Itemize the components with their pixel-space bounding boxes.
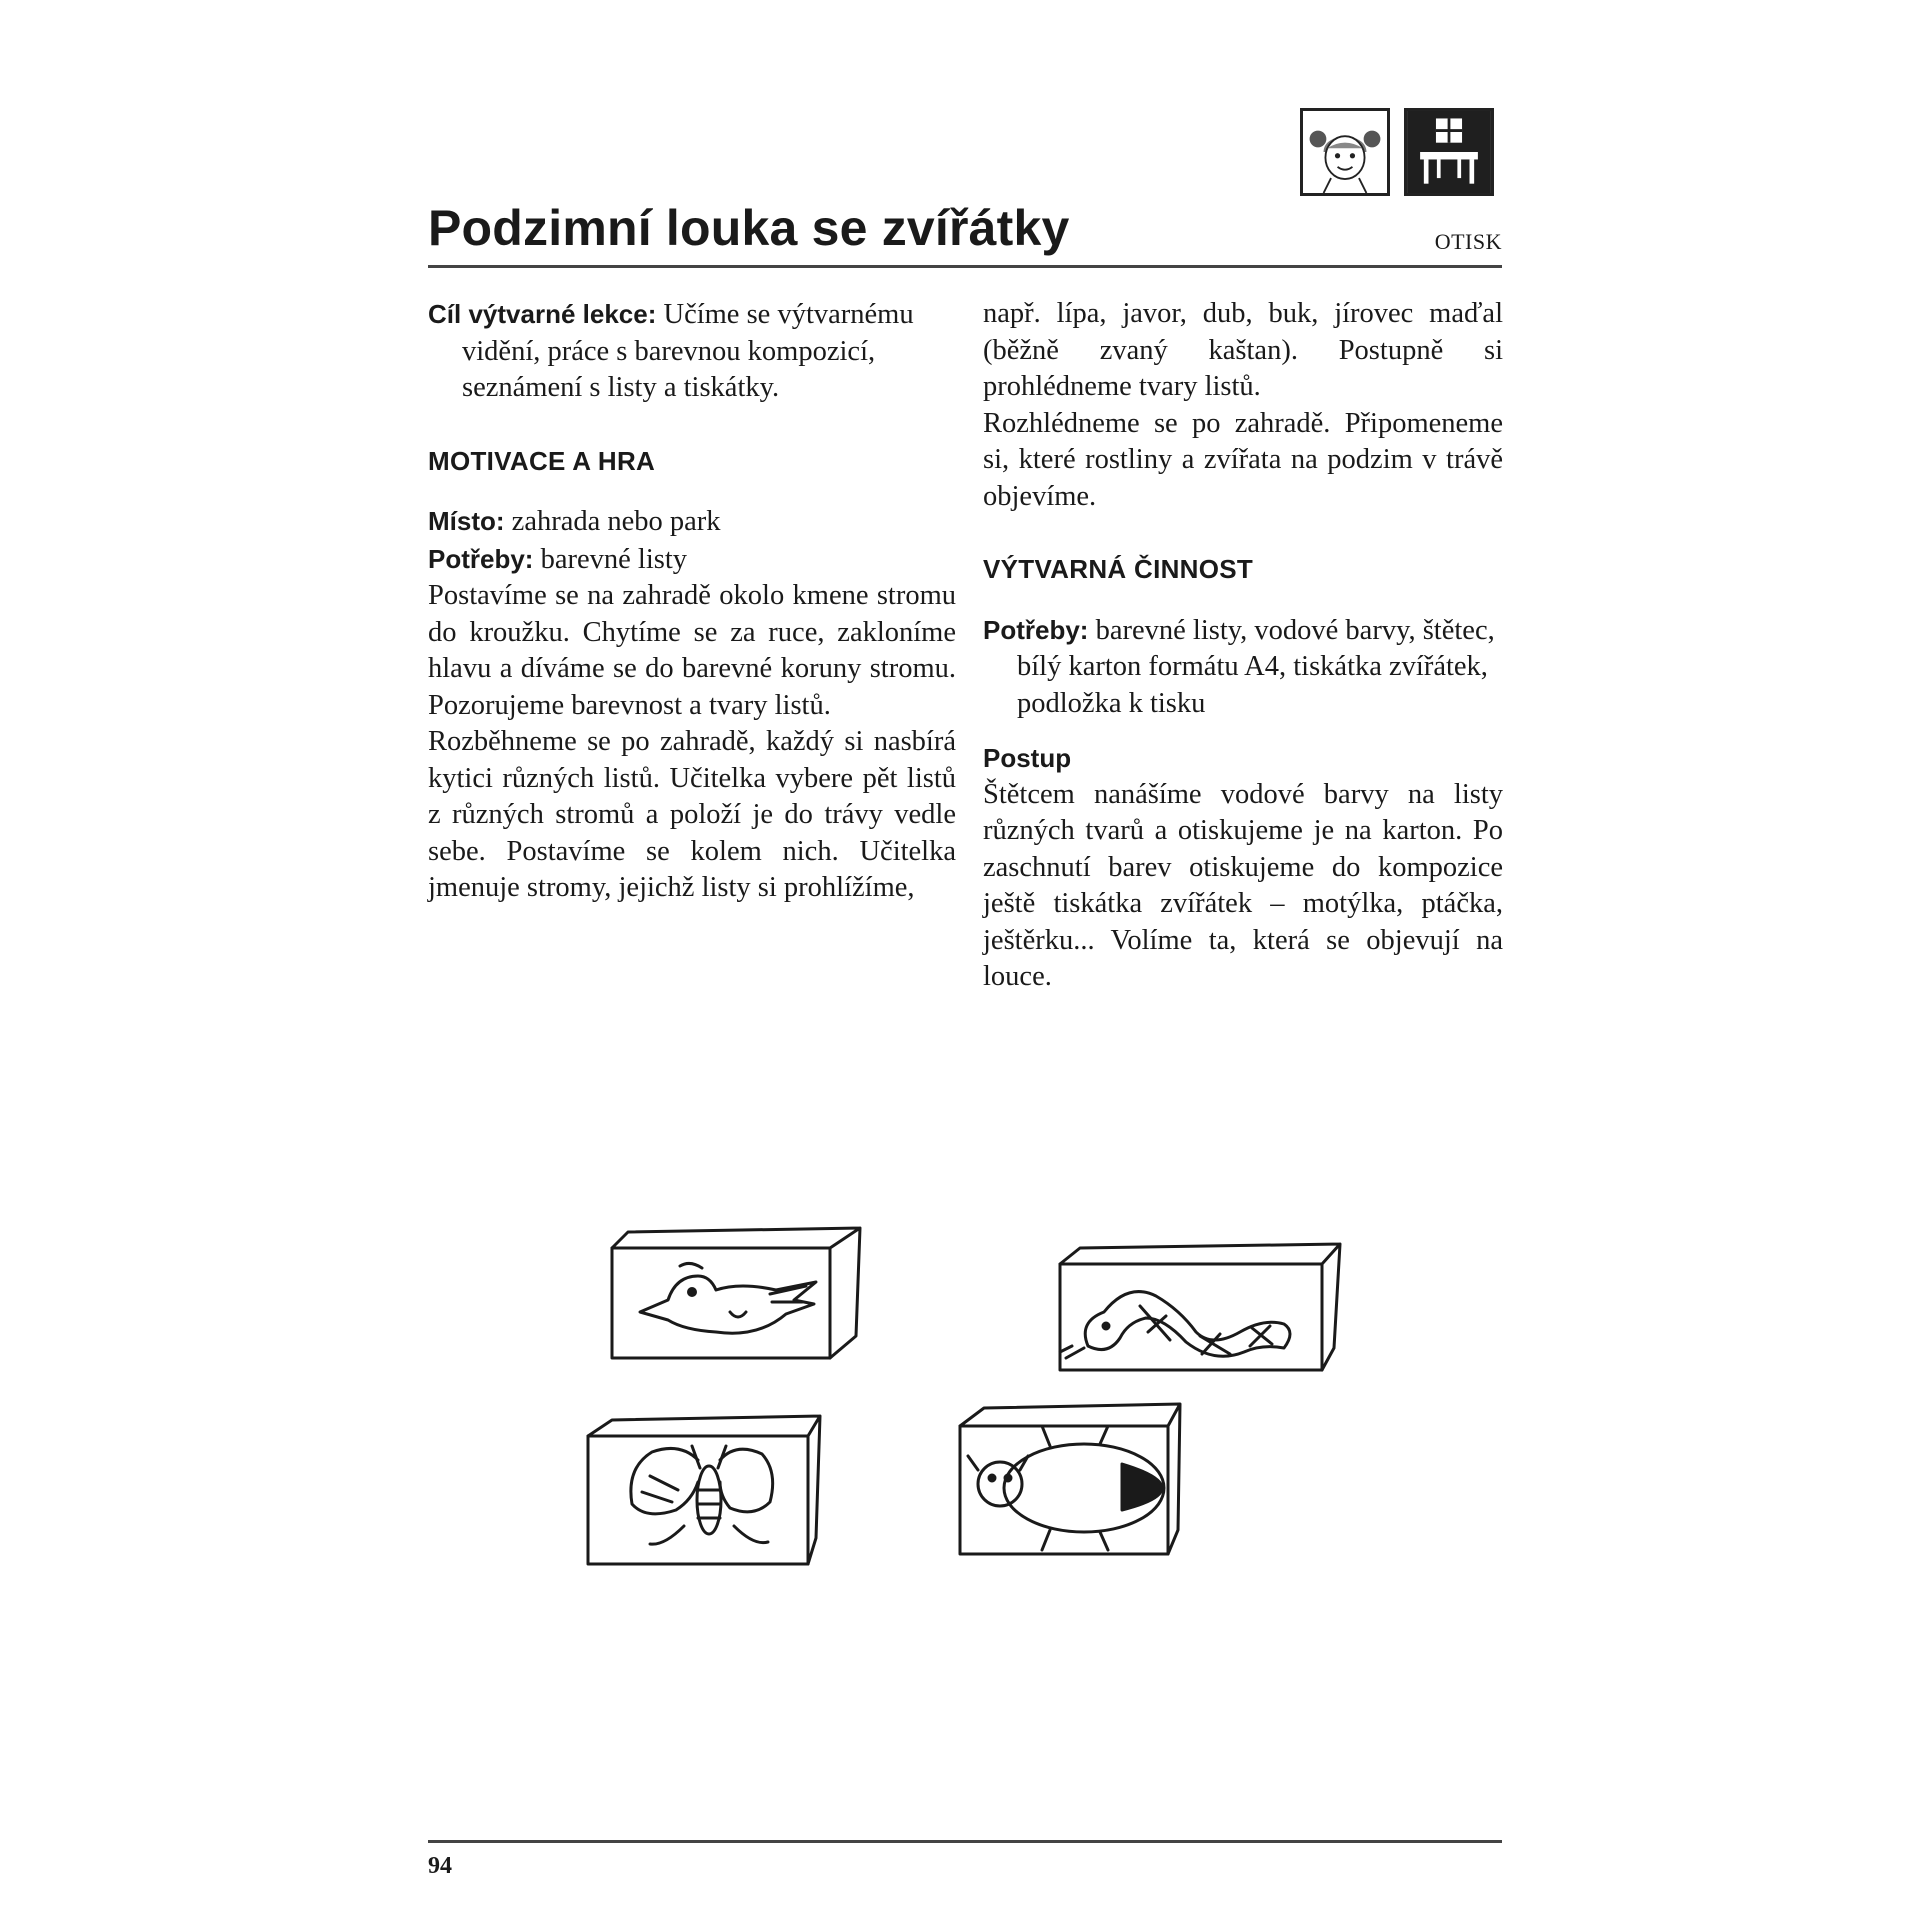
bird-stamp	[612, 1228, 860, 1358]
page-header	[428, 195, 1502, 268]
header-icons	[1300, 108, 1494, 196]
continuation-paragraph-2: Rozhlédneme se po zahradě. Připomeneme si, které rostliny a zvířata na podzim v trávě objevíme.	[983, 407, 1503, 512]
child-face-icon	[1300, 108, 1390, 196]
activity-needs-line	[983, 612, 1503, 723]
classroom-window-table-icon	[1404, 108, 1494, 196]
activity-needs-label: Potřeby:	[983, 614, 1089, 645]
place-label: Místo:	[428, 506, 505, 536]
section-heading-activity: VÝTVARNÁ ČINNOST	[983, 554, 1254, 584]
procedure-heading: Postup	[983, 743, 1072, 773]
snake-stamp	[1060, 1244, 1340, 1370]
activity-needs-text: barevné listy, vodové barvy, štětec, bílý karton formátu A4, tiskátka zvířátek, podložka k tisku	[1017, 614, 1495, 719]
goal-text: Učíme se výtvarnému vidění, práce s barevnou kompozicí, seznámení s listy a tiskátky.	[462, 299, 914, 403]
right-column	[983, 296, 1503, 996]
goal-paragraph	[428, 296, 956, 407]
place-text: zahrada nebo park	[511, 506, 721, 537]
footer-rule	[428, 1840, 1502, 1843]
goal-label: Cíl výtvarné lekce:	[428, 299, 657, 329]
needs-text: barevné listy	[540, 543, 688, 575]
left-column	[428, 296, 956, 907]
page-title: Podzimní louka se zvířátky	[428, 200, 1070, 256]
needs-label: Potřeby:	[428, 543, 534, 574]
place-line	[428, 503, 956, 541]
page-number: 94	[428, 1853, 452, 1879]
needs-line	[428, 541, 956, 579]
continuation-paragraph-1: např. lípa, javor, dub, buk, jírovec maďal (běžně zvaný kaštan). Postupně si prohlédneme tvary listů.	[983, 298, 1503, 402]
animal-stamps-illustration	[580, 1220, 1360, 1580]
motivation-paragraph-1: Postavíme se na zahradě okolo kmene stromu do kroužku. Chytíme se za ruce, zakloníme hlavu a díváme se do barevné koruny stromu. Pozorujeme barevnost a tvary listů.	[428, 580, 956, 721]
butterfly-stamp	[588, 1416, 820, 1564]
procedure-paragraph: Štětcem nanášíme vodové barvy na listy různých tvarů a otiskujeme je na karton. Po zaschnutí barev otiskujeme do kompozice ještě tiskátka zvířátek – motýlka, ptáčka, ještěrku... Volíme ta, která se objevují na louce.	[983, 778, 1503, 992]
motivation-paragraph-2: Rozběhneme se po zahradě, každý si nasbírá kytici různých listů. Učitelka vybere pět listů z různých stromů a položí je do trávy vedle sebe. Postavíme se kolem nich. Učitelka jmenuje stromy, jejichž listy si prohlížíme,	[428, 726, 956, 903]
beetle-stamp	[960, 1404, 1180, 1554]
section-heading-motivation: MOTIVACE A HRA	[428, 445, 656, 476]
category-label: OTISK	[1434, 229, 1502, 254]
